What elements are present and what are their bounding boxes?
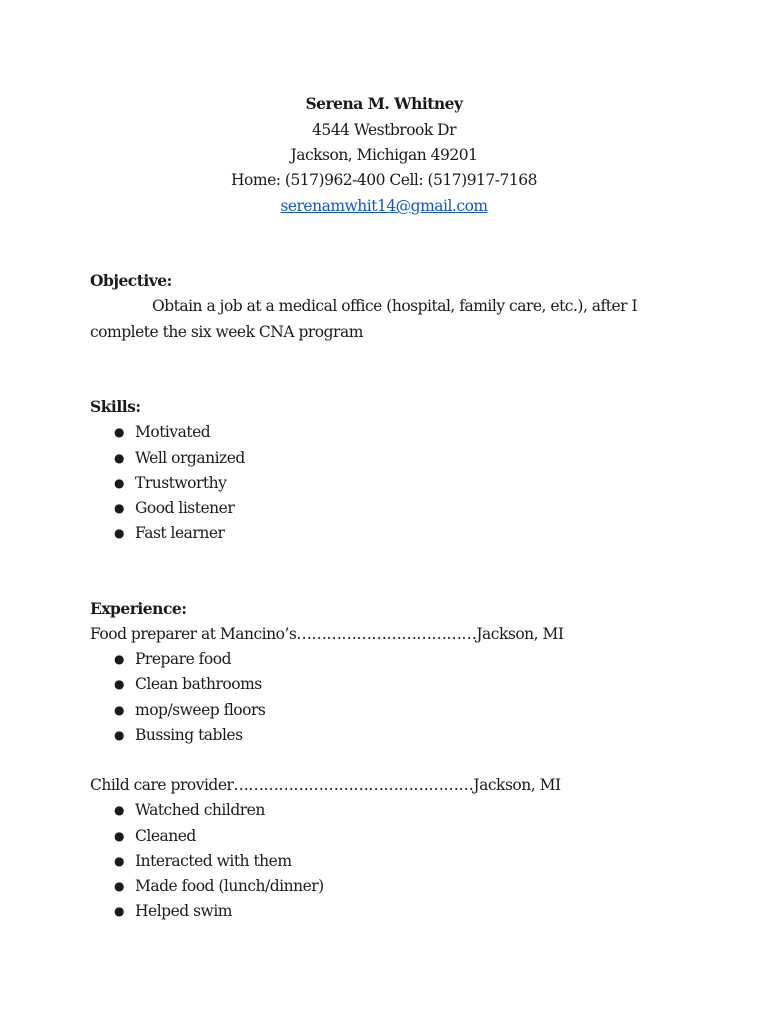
job-title-line: Child care provider…………………………………………Jackson, MI (90, 776, 561, 794)
objective-text-line1: Obtain a job at a medical office (hospital, family care, etc.), after I (152, 297, 638, 315)
bullet-icon: ● (114, 652, 124, 666)
duty-item: ● Watched children (90, 797, 690, 823)
bullet-icon: ● (114, 425, 124, 439)
bullet-icon: ● (114, 703, 124, 717)
skill-item: ● Well organized (90, 445, 690, 471)
objective-text-line2: complete the six week CNA program (90, 323, 363, 341)
duty-item: ● Helped swim (90, 898, 690, 924)
duty-item: ● mop/sweep floors (90, 697, 690, 723)
bullet-icon: ● (114, 501, 124, 515)
duty-item: ● Cleaned (90, 823, 690, 849)
bullet-icon: ● (114, 728, 124, 742)
skill-item: ● Fast learner (90, 520, 690, 546)
duty-item: ● Bussing tables (90, 722, 690, 748)
experience-heading: Experience: (90, 599, 187, 618)
bullet-icon: ● (114, 803, 124, 817)
skills-heading: Skills: (90, 397, 141, 416)
bullet-icon: ● (114, 854, 124, 868)
bullet-icon: ● (114, 677, 124, 691)
skill-item: ● Motivated (90, 419, 690, 445)
bullet-icon: ● (114, 879, 124, 893)
bullet-icon: ● (114, 904, 124, 918)
bullet-icon: ● (114, 476, 124, 490)
bullet-icon: ● (114, 829, 124, 843)
bullet-icon: ● (114, 451, 124, 465)
skill-item: ● Good listener (90, 495, 690, 521)
job-title-line: Food preparer at Mancino’s………………………………Jackson, MI (90, 625, 564, 643)
duty-item: ● Clean bathrooms (90, 671, 690, 697)
duty-item: ● Interacted with them (90, 848, 690, 874)
email-link[interactable]: serenamwhit14@gmail.com (280, 197, 488, 215)
duty-item: ● Prepare food (90, 646, 690, 672)
skill-item: ● Trustworthy (90, 470, 690, 496)
street-address: 4544 Westbrook Dr (311, 121, 457, 139)
email-link-row (0, 193, 768, 219)
phone-numbers: Home: (517)962-400 Cell: (517)917-7168 (231, 171, 537, 189)
applicant-name: Serena M. Whitney (305, 94, 463, 113)
duty-item: ● Made food (lunch/dinner) (90, 873, 690, 899)
objective-heading: Objective: (90, 271, 172, 290)
bullet-icon: ● (114, 526, 124, 540)
city-state-zip: Jackson, Michigan 49201 (290, 146, 478, 164)
